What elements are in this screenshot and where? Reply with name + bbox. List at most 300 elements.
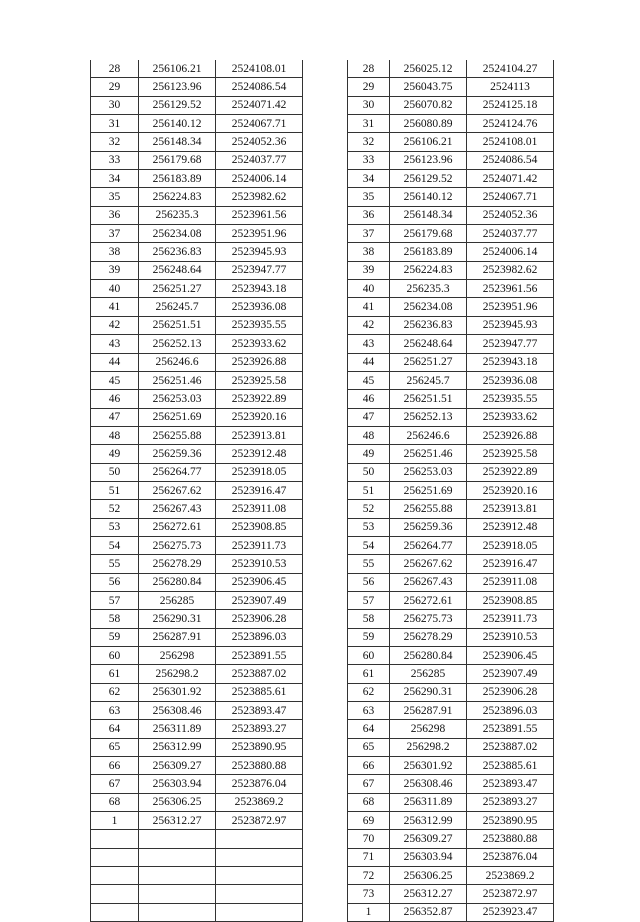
table-row — [348, 390, 554, 408]
y-coordinate-cell: 2523885.61 — [216, 683, 303, 701]
y-coordinate-cell: 2524037.77 — [216, 151, 303, 169]
table-row — [91, 665, 303, 683]
y-coordinate-cell — [216, 885, 303, 903]
y-coordinate-cell: 2523885.61 — [467, 757, 554, 775]
point-number-cell: 50 — [348, 463, 390, 481]
point-number-cell: 49 — [91, 445, 139, 463]
point-number-cell: 71 — [348, 848, 390, 866]
x-coordinate-cell: 256285 — [390, 665, 467, 683]
y-coordinate-cell: 2523876.04 — [467, 848, 554, 866]
point-number-cell: 52 — [91, 500, 139, 518]
table-row — [348, 903, 554, 921]
coordinate-table-left — [90, 60, 303, 922]
point-number-cell: 58 — [91, 610, 139, 628]
point-number-cell: 67 — [348, 775, 390, 793]
y-coordinate-cell: 2523891.55 — [467, 720, 554, 738]
y-coordinate-cell: 2524006.14 — [467, 243, 554, 261]
y-coordinate-cell: 2524104.27 — [467, 60, 554, 78]
table-row — [91, 738, 303, 756]
table-row — [348, 628, 554, 646]
x-coordinate-cell: 256311.89 — [390, 793, 467, 811]
x-coordinate-cell: 256224.83 — [139, 188, 216, 206]
table-row — [348, 261, 554, 279]
x-coordinate-cell: 256303.94 — [139, 775, 216, 793]
x-coordinate-cell: 256251.69 — [390, 481, 467, 499]
y-coordinate-cell: 2523891.55 — [216, 647, 303, 665]
x-coordinate-cell: 256287.91 — [390, 702, 467, 720]
table-row — [91, 316, 303, 334]
y-coordinate-cell: 2523933.62 — [467, 408, 554, 426]
y-coordinate-cell: 2523926.88 — [467, 426, 554, 444]
x-coordinate-cell: 256248.64 — [139, 261, 216, 279]
table-row — [348, 133, 554, 151]
point-number-cell: 39 — [348, 261, 390, 279]
point-number-cell: 62 — [348, 683, 390, 701]
table-row — [91, 463, 303, 481]
y-coordinate-cell: 2523906.45 — [467, 647, 554, 665]
table-row — [91, 775, 303, 793]
point-number-cell: 36 — [91, 206, 139, 224]
table-row — [348, 793, 554, 811]
y-coordinate-cell: 2523982.62 — [467, 261, 554, 279]
table-body-right — [348, 60, 554, 922]
y-coordinate-cell: 2523890.95 — [216, 738, 303, 756]
y-coordinate-cell: 2523945.93 — [216, 243, 303, 261]
y-coordinate-cell: 2523916.47 — [216, 481, 303, 499]
x-coordinate-cell: 256140.12 — [390, 188, 467, 206]
y-coordinate-cell: 2523907.49 — [216, 591, 303, 609]
point-number-cell: 51 — [348, 481, 390, 499]
y-coordinate-cell: 2524071.42 — [467, 170, 554, 188]
table-row — [348, 702, 554, 720]
x-coordinate-cell: 256259.36 — [139, 445, 216, 463]
x-coordinate-cell: 256267.43 — [139, 500, 216, 518]
table-row — [91, 591, 303, 609]
x-coordinate-cell: 256148.34 — [139, 133, 216, 151]
table-row — [91, 261, 303, 279]
y-coordinate-cell: 2523896.03 — [216, 628, 303, 646]
y-coordinate-cell: 2524067.71 — [216, 115, 303, 133]
x-coordinate-cell: 256234.08 — [139, 225, 216, 243]
table-row — [91, 426, 303, 444]
y-coordinate-cell: 2523961.56 — [467, 280, 554, 298]
point-number-cell: 35 — [91, 188, 139, 206]
x-coordinate-cell: 256301.92 — [139, 683, 216, 701]
point-number-cell: 73 — [348, 885, 390, 903]
y-coordinate-cell: 2524067.71 — [467, 188, 554, 206]
x-coordinate-cell: 256298.2 — [139, 665, 216, 683]
x-coordinate-cell: 256264.77 — [139, 463, 216, 481]
table-row — [91, 96, 303, 114]
table-row — [91, 390, 303, 408]
x-coordinate-cell: 256246.6 — [139, 353, 216, 371]
table-row — [348, 408, 554, 426]
x-coordinate-cell: 256308.46 — [139, 702, 216, 720]
point-number-cell: 1 — [91, 812, 139, 830]
point-number-cell: 58 — [348, 610, 390, 628]
table-row — [91, 812, 303, 830]
table-row — [91, 500, 303, 518]
y-coordinate-cell: 2523872.97 — [216, 812, 303, 830]
y-coordinate-cell: 2524052.36 — [216, 133, 303, 151]
point-number-cell: 54 — [348, 536, 390, 554]
x-coordinate-cell: 256106.21 — [390, 133, 467, 151]
x-coordinate-cell: 256252.13 — [139, 335, 216, 353]
table-row — [91, 793, 303, 811]
point-number-cell — [91, 885, 139, 903]
x-coordinate-cell: 256252.13 — [390, 408, 467, 426]
y-coordinate-cell: 2523920.16 — [467, 481, 554, 499]
table-row — [348, 206, 554, 224]
y-coordinate-cell: 2523947.77 — [216, 261, 303, 279]
x-coordinate-cell: 256312.27 — [139, 812, 216, 830]
x-coordinate-cell: 256298.2 — [390, 738, 467, 756]
point-number-cell — [91, 903, 139, 921]
point-number-cell: 64 — [91, 720, 139, 738]
point-number-cell: 65 — [348, 738, 390, 756]
x-coordinate-cell: 256043.75 — [390, 78, 467, 96]
table-row — [91, 702, 303, 720]
x-coordinate-cell: 256253.03 — [390, 463, 467, 481]
x-coordinate-cell: 256298 — [390, 720, 467, 738]
table-row — [91, 225, 303, 243]
table-row — [348, 830, 554, 848]
x-coordinate-cell — [139, 848, 216, 866]
y-coordinate-cell: 2523922.89 — [216, 390, 303, 408]
table-row — [91, 610, 303, 628]
point-number-cell: 52 — [348, 500, 390, 518]
x-coordinate-cell: 256140.12 — [139, 115, 216, 133]
y-coordinate-cell: 2523910.53 — [216, 555, 303, 573]
y-coordinate-cell: 2523922.89 — [467, 463, 554, 481]
x-coordinate-cell: 256251.69 — [139, 408, 216, 426]
table-row — [91, 298, 303, 316]
y-coordinate-cell: 2523869.2 — [216, 793, 303, 811]
x-coordinate-cell: 256251.51 — [139, 316, 216, 334]
table-row — [348, 426, 554, 444]
table-row — [348, 481, 554, 499]
x-coordinate-cell: 256264.77 — [390, 536, 467, 554]
x-coordinate-cell: 256275.73 — [390, 610, 467, 628]
x-coordinate-cell — [139, 903, 216, 921]
y-coordinate-cell: 2523913.81 — [216, 426, 303, 444]
table-row — [348, 243, 554, 261]
y-coordinate-cell: 2523925.58 — [467, 445, 554, 463]
point-number-cell: 70 — [348, 830, 390, 848]
point-number-cell: 59 — [348, 628, 390, 646]
point-number-cell: 47 — [91, 408, 139, 426]
table-row — [348, 60, 554, 78]
table-row — [91, 280, 303, 298]
x-coordinate-cell: 256309.27 — [139, 757, 216, 775]
point-number-cell: 56 — [91, 573, 139, 591]
table-row — [348, 78, 554, 96]
x-coordinate-cell: 256248.64 — [390, 335, 467, 353]
point-number-cell: 1 — [348, 903, 390, 921]
point-number-cell — [91, 830, 139, 848]
table-row — [91, 408, 303, 426]
x-coordinate-cell: 256290.31 — [390, 683, 467, 701]
x-coordinate-cell: 256267.43 — [390, 573, 467, 591]
point-number-cell: 38 — [348, 243, 390, 261]
point-number-cell: 50 — [91, 463, 139, 481]
point-number-cell: 32 — [91, 133, 139, 151]
y-coordinate-cell: 2523925.58 — [216, 371, 303, 389]
table-body-left — [91, 60, 303, 922]
y-coordinate-cell: 2523936.08 — [216, 298, 303, 316]
x-coordinate-cell: 256246.6 — [390, 426, 467, 444]
y-coordinate-cell: 2523876.04 — [216, 775, 303, 793]
table-row — [91, 151, 303, 169]
x-coordinate-cell: 256312.99 — [390, 812, 467, 830]
table-row — [91, 133, 303, 151]
table-row — [91, 335, 303, 353]
point-number-cell: 31 — [91, 115, 139, 133]
point-number-cell: 56 — [348, 573, 390, 591]
x-coordinate-cell: 256303.94 — [390, 848, 467, 866]
y-coordinate-cell: 2523911.08 — [216, 500, 303, 518]
y-coordinate-cell: 2523916.47 — [467, 555, 554, 573]
point-number-cell: 60 — [348, 647, 390, 665]
table-row — [91, 628, 303, 646]
table-row — [348, 573, 554, 591]
x-coordinate-cell: 256179.68 — [390, 225, 467, 243]
table-row — [91, 885, 303, 903]
point-number-cell: 62 — [91, 683, 139, 701]
point-number-cell: 51 — [91, 481, 139, 499]
y-coordinate-cell: 2523920.16 — [216, 408, 303, 426]
y-coordinate-cell: 2524113 — [467, 78, 554, 96]
y-coordinate-cell: 2523908.85 — [216, 518, 303, 536]
table-row — [348, 647, 554, 665]
y-coordinate-cell: 2523887.02 — [467, 738, 554, 756]
point-number-cell: 61 — [348, 665, 390, 683]
table-row — [91, 78, 303, 96]
y-coordinate-cell — [216, 830, 303, 848]
y-coordinate-cell: 2524071.42 — [216, 96, 303, 114]
x-coordinate-cell: 256253.03 — [139, 390, 216, 408]
y-coordinate-cell: 2524108.01 — [216, 60, 303, 78]
table-row — [91, 60, 303, 78]
point-number-cell: 33 — [348, 151, 390, 169]
table-row — [91, 243, 303, 261]
y-coordinate-cell: 2523869.2 — [467, 867, 554, 885]
point-number-cell: 43 — [348, 335, 390, 353]
point-number-cell: 61 — [91, 665, 139, 683]
point-number-cell: 34 — [348, 170, 390, 188]
x-coordinate-cell: 256298 — [139, 647, 216, 665]
x-coordinate-cell: 256272.61 — [390, 591, 467, 609]
point-number-cell: 66 — [91, 757, 139, 775]
point-number-cell: 54 — [91, 536, 139, 554]
y-coordinate-cell: 2523893.27 — [467, 793, 554, 811]
table-row — [91, 848, 303, 866]
point-number-cell: 41 — [91, 298, 139, 316]
table-row — [348, 867, 554, 885]
y-coordinate-cell: 2523890.95 — [467, 812, 554, 830]
x-coordinate-cell — [139, 867, 216, 885]
point-number-cell: 43 — [91, 335, 139, 353]
point-number-cell: 55 — [91, 555, 139, 573]
point-number-cell: 69 — [348, 812, 390, 830]
x-coordinate-cell: 256251.27 — [139, 280, 216, 298]
table-row — [348, 591, 554, 609]
table-row — [91, 536, 303, 554]
y-coordinate-cell: 2523943.18 — [467, 353, 554, 371]
y-coordinate-cell: 2523880.88 — [467, 830, 554, 848]
x-coordinate-cell: 256312.27 — [390, 885, 467, 903]
table-row — [348, 518, 554, 536]
point-number-cell: 67 — [91, 775, 139, 793]
x-coordinate-cell: 256025.12 — [390, 60, 467, 78]
table-row — [348, 115, 554, 133]
y-coordinate-cell — [216, 867, 303, 885]
x-coordinate-cell: 256272.61 — [139, 518, 216, 536]
x-coordinate-cell: 256106.21 — [139, 60, 216, 78]
table-row — [348, 848, 554, 866]
y-coordinate-cell: 2523923.47 — [467, 903, 554, 921]
point-number-cell: 30 — [348, 96, 390, 114]
point-number-cell: 37 — [91, 225, 139, 243]
table-row — [91, 757, 303, 775]
table-row — [91, 353, 303, 371]
x-coordinate-cell: 256129.52 — [139, 96, 216, 114]
x-coordinate-cell: 256309.27 — [390, 830, 467, 848]
y-coordinate-cell: 2524124.76 — [467, 115, 554, 133]
table-row — [348, 151, 554, 169]
point-number-cell: 28 — [348, 60, 390, 78]
point-number-cell: 33 — [91, 151, 139, 169]
table-row — [348, 371, 554, 389]
point-number-cell: 41 — [348, 298, 390, 316]
x-coordinate-cell: 256070.82 — [390, 96, 467, 114]
point-number-cell: 68 — [91, 793, 139, 811]
table-row — [348, 298, 554, 316]
x-coordinate-cell — [139, 885, 216, 903]
x-coordinate-cell: 256251.51 — [390, 390, 467, 408]
point-number-cell: 57 — [91, 591, 139, 609]
point-number-cell: 53 — [91, 518, 139, 536]
point-number-cell: 34 — [91, 170, 139, 188]
table-row — [348, 720, 554, 738]
x-coordinate-cell: 256183.89 — [139, 170, 216, 188]
point-number-cell: 40 — [348, 280, 390, 298]
point-number-cell: 29 — [348, 78, 390, 96]
y-coordinate-cell: 2523913.81 — [467, 500, 554, 518]
table-row — [348, 757, 554, 775]
x-coordinate-cell: 256148.34 — [390, 206, 467, 224]
point-number-cell: 30 — [91, 96, 139, 114]
y-coordinate-cell — [216, 848, 303, 866]
y-coordinate-cell: 2523951.96 — [467, 298, 554, 316]
coordinate-table-right — [347, 60, 554, 922]
table-row — [91, 115, 303, 133]
point-number-cell: 49 — [348, 445, 390, 463]
y-coordinate-cell: 2523947.77 — [467, 335, 554, 353]
point-number-cell: 64 — [348, 720, 390, 738]
y-coordinate-cell: 2524086.54 — [467, 151, 554, 169]
point-number-cell: 68 — [348, 793, 390, 811]
x-coordinate-cell: 256251.27 — [390, 353, 467, 371]
point-number-cell — [91, 848, 139, 866]
x-coordinate-cell: 256080.89 — [390, 115, 467, 133]
table-row — [348, 170, 554, 188]
x-coordinate-cell: 256236.83 — [390, 316, 467, 334]
point-number-cell: 65 — [91, 738, 139, 756]
point-number-cell: 35 — [348, 188, 390, 206]
point-number-cell: 42 — [348, 316, 390, 334]
point-number-cell: 36 — [348, 206, 390, 224]
y-coordinate-cell: 2523945.93 — [467, 316, 554, 334]
table-row — [348, 665, 554, 683]
y-coordinate-cell: 2523982.62 — [216, 188, 303, 206]
x-coordinate-cell: 256278.29 — [139, 555, 216, 573]
x-coordinate-cell: 256123.96 — [390, 151, 467, 169]
table-row — [91, 647, 303, 665]
y-coordinate-cell: 2523912.48 — [216, 445, 303, 463]
table-row — [91, 903, 303, 921]
table-row — [348, 610, 554, 628]
point-number-cell: 53 — [348, 518, 390, 536]
table-row — [91, 518, 303, 536]
point-number-cell: 40 — [91, 280, 139, 298]
y-coordinate-cell: 2523910.53 — [467, 628, 554, 646]
point-number-cell: 32 — [348, 133, 390, 151]
y-coordinate-cell: 2523906.45 — [216, 573, 303, 591]
table-row — [348, 885, 554, 903]
point-number-cell: 48 — [348, 426, 390, 444]
y-coordinate-cell: 2523961.56 — [216, 206, 303, 224]
y-coordinate-cell: 2524006.14 — [216, 170, 303, 188]
table-row — [348, 188, 554, 206]
y-coordinate-cell: 2524037.77 — [467, 225, 554, 243]
table-row — [91, 188, 303, 206]
x-coordinate-cell: 256234.08 — [390, 298, 467, 316]
y-coordinate-cell: 2523911.73 — [467, 610, 554, 628]
x-coordinate-cell: 256224.83 — [390, 261, 467, 279]
point-number-cell: 45 — [348, 371, 390, 389]
x-coordinate-cell: 256301.92 — [390, 757, 467, 775]
point-number-cell: 59 — [91, 628, 139, 646]
x-coordinate-cell: 256311.89 — [139, 720, 216, 738]
table-row — [91, 573, 303, 591]
table-row — [348, 775, 554, 793]
point-number-cell: 63 — [91, 702, 139, 720]
y-coordinate-cell: 2523926.88 — [216, 353, 303, 371]
x-coordinate-cell: 256251.46 — [390, 445, 467, 463]
x-coordinate-cell: 256183.89 — [390, 243, 467, 261]
table-row — [348, 536, 554, 554]
point-number-cell: 72 — [348, 867, 390, 885]
y-coordinate-cell: 2523893.47 — [216, 702, 303, 720]
x-coordinate-cell: 256235.3 — [390, 280, 467, 298]
y-coordinate-cell: 2523880.88 — [216, 757, 303, 775]
x-coordinate-cell: 256236.83 — [139, 243, 216, 261]
y-coordinate-cell: 2524125.18 — [467, 96, 554, 114]
point-number-cell: 44 — [348, 353, 390, 371]
table-row — [348, 280, 554, 298]
x-coordinate-cell — [139, 830, 216, 848]
y-coordinate-cell: 2524086.54 — [216, 78, 303, 96]
y-coordinate-cell: 2523907.49 — [467, 665, 554, 683]
point-number-cell: 45 — [91, 371, 139, 389]
point-number-cell: 57 — [348, 591, 390, 609]
table-row — [91, 867, 303, 885]
y-coordinate-cell: 2523872.97 — [467, 885, 554, 903]
table-row — [348, 96, 554, 114]
x-coordinate-cell: 256123.96 — [139, 78, 216, 96]
point-number-cell: 39 — [91, 261, 139, 279]
